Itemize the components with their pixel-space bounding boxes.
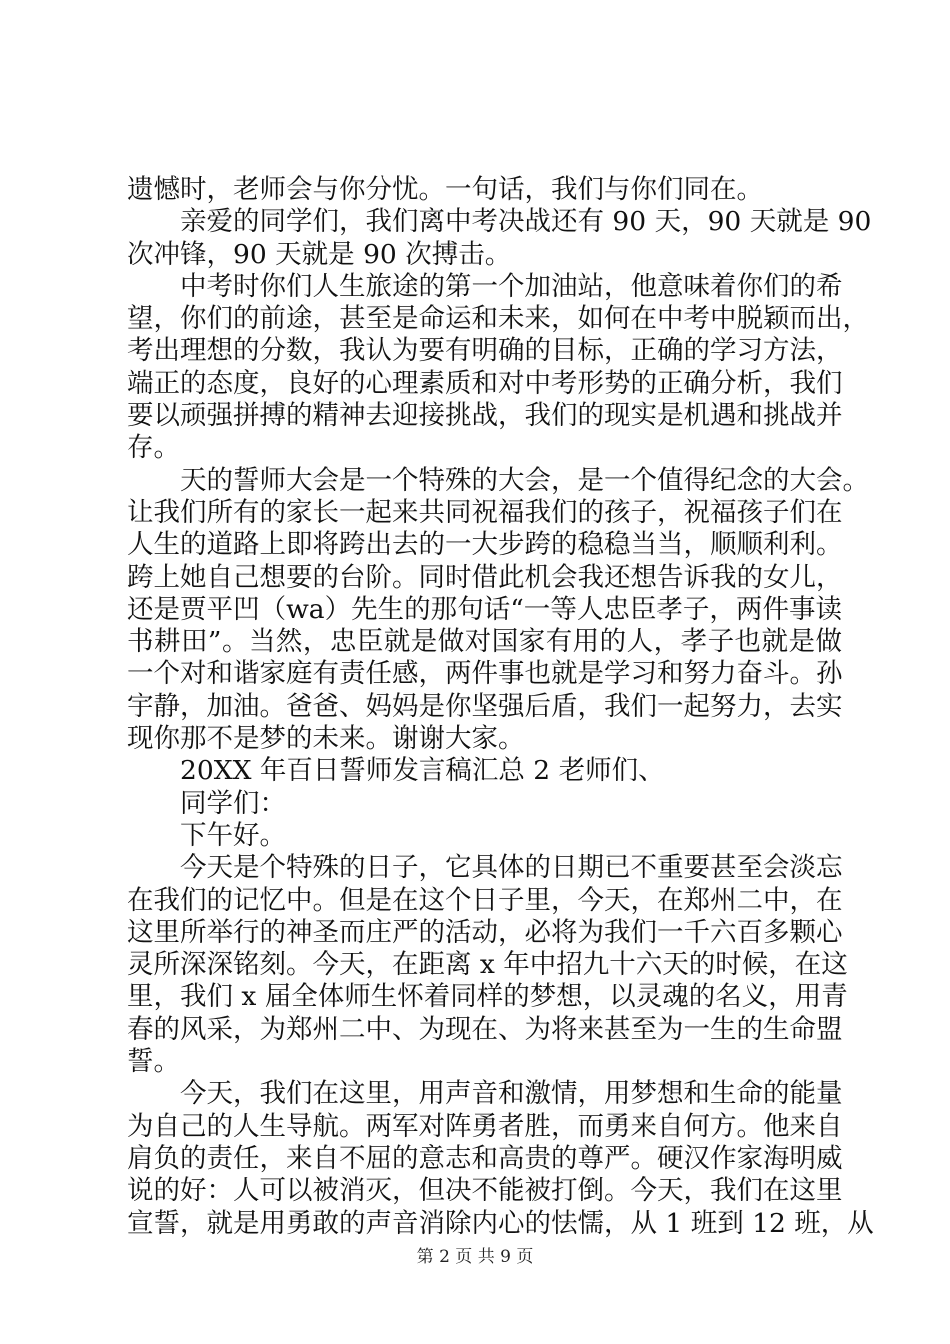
paragraph bbox=[127, 788, 842, 820]
text-line: 人生的道路上即将跨出去的一大步跨的稳稳当当，顺顺利利。 bbox=[127, 529, 843, 561]
text-line: 这里所举行的神圣而庄严的活动，必将为我们一千六百多颗心 bbox=[127, 916, 843, 948]
text-line: 还是贾平凹（wa）先生的那句话“一等人忠臣孝子，两件事读 bbox=[127, 593, 842, 625]
text-line: 考出理想的分数，我认为要有明确的目标，正确的学习方法， bbox=[127, 335, 843, 367]
text-line: 说的好：人可以被消灭，但决不能被打倒。今天，我们在这里 bbox=[127, 1175, 843, 1207]
text-line: 中考时你们人生旅途的第一个加油站，他意味着你们的希 bbox=[180, 270, 843, 302]
text-line: 20XX 年百日誓师发言稿汇总 2 老师们、 bbox=[180, 755, 665, 787]
text-line: 亲爱的同学们，我们离中考决战还有 90 天，90 天就是 90 bbox=[180, 206, 872, 238]
text-line: 次冲锋，90 天就是 90 次搏击。 bbox=[127, 238, 512, 270]
text-line: 现你那不是梦的未来。谢谢大家。 bbox=[127, 723, 525, 755]
text-line: 同学们： bbox=[180, 787, 286, 819]
text-line: 下午好。 bbox=[180, 819, 286, 851]
paragraph bbox=[127, 206, 872, 271]
paragraph bbox=[127, 820, 842, 852]
text-line: 里，我们 x 届全体师生怀着同样的梦想，以灵魂的名义，用青 bbox=[127, 981, 848, 1013]
text-line: 今天，我们在这里，用声音和激情，用梦想和生命的能量 bbox=[180, 1078, 843, 1110]
text-line: 遗憾时，老师会与你分忧。一句话，我们与你们同在。 bbox=[127, 174, 763, 205]
text-line: 让我们所有的家长一起来共同祝福我们的孩子，祝福孩子们在 bbox=[127, 496, 843, 528]
page-footer: 第 2 页 共 9 页 bbox=[416, 1247, 534, 1267]
paragraph bbox=[127, 464, 869, 756]
paragraph bbox=[127, 270, 869, 465]
paragraph bbox=[127, 852, 848, 1078]
text-line: 在我们的记忆中。但是在这个日子里，今天，在郑州二中，在 bbox=[127, 884, 843, 916]
text-line: 一个对和谐家庭有责任感，两件事也就是学习和努力奋斗。孙 bbox=[127, 658, 843, 690]
text-line: 端正的态度，良好的心理素质和对中考形势的正确分析，我们 bbox=[127, 367, 843, 399]
text-line: 存。 bbox=[127, 432, 180, 464]
paragraph bbox=[127, 174, 842, 206]
text-line: 春的风采，为郑州二中、为现在、为将来甚至为一生的生命盟 bbox=[127, 1013, 843, 1045]
text-line: 灵所深深铭刻。今天，在距离 x 年中招九十六天的时候，在这 bbox=[127, 949, 848, 981]
text-line: 宇静，加油。爸爸、妈妈是你坚强后盾，我们一起努力，去实 bbox=[127, 690, 843, 722]
text-line: 书耕田”。当然，忠臣就是做对国家有用的人，孝子也就是做 bbox=[127, 626, 842, 658]
text-line: 为自己的人生导航。两军对阵勇者胜，而勇来自何方。他来自 bbox=[127, 1110, 843, 1142]
document-body bbox=[127, 174, 874, 1240]
text-line: 誓。 bbox=[127, 1046, 180, 1078]
text-line: 今天是个特殊的日子，它具体的日期已不重要甚至会淡忘 bbox=[180, 852, 843, 884]
text-line: 肩负的责任，来自不屈的意志和高贵的尊严。硬汉作家海明威 bbox=[127, 1142, 843, 1174]
text-line: 要以顽强拼搏的精神去迎接挑战，我们的现实是机遇和挑战并 bbox=[127, 400, 843, 432]
text-line: 宣誓，就是用勇敢的声音消除内心的怯懦，从 1 班到 12 班，从 bbox=[127, 1207, 874, 1239]
paragraph bbox=[127, 1078, 874, 1239]
text-line: 望，你们的前途，甚至是命运和未来，如何在中考中脱颖而出， bbox=[127, 303, 869, 335]
text-line: 跨上她自己想要的台阶。同时借此机会我还想告诉我的女儿， bbox=[127, 561, 843, 593]
text-line: 天的誓师大会是一个特殊的大会，是一个值得纪念的大会。 bbox=[180, 464, 869, 496]
paragraph bbox=[127, 755, 842, 787]
